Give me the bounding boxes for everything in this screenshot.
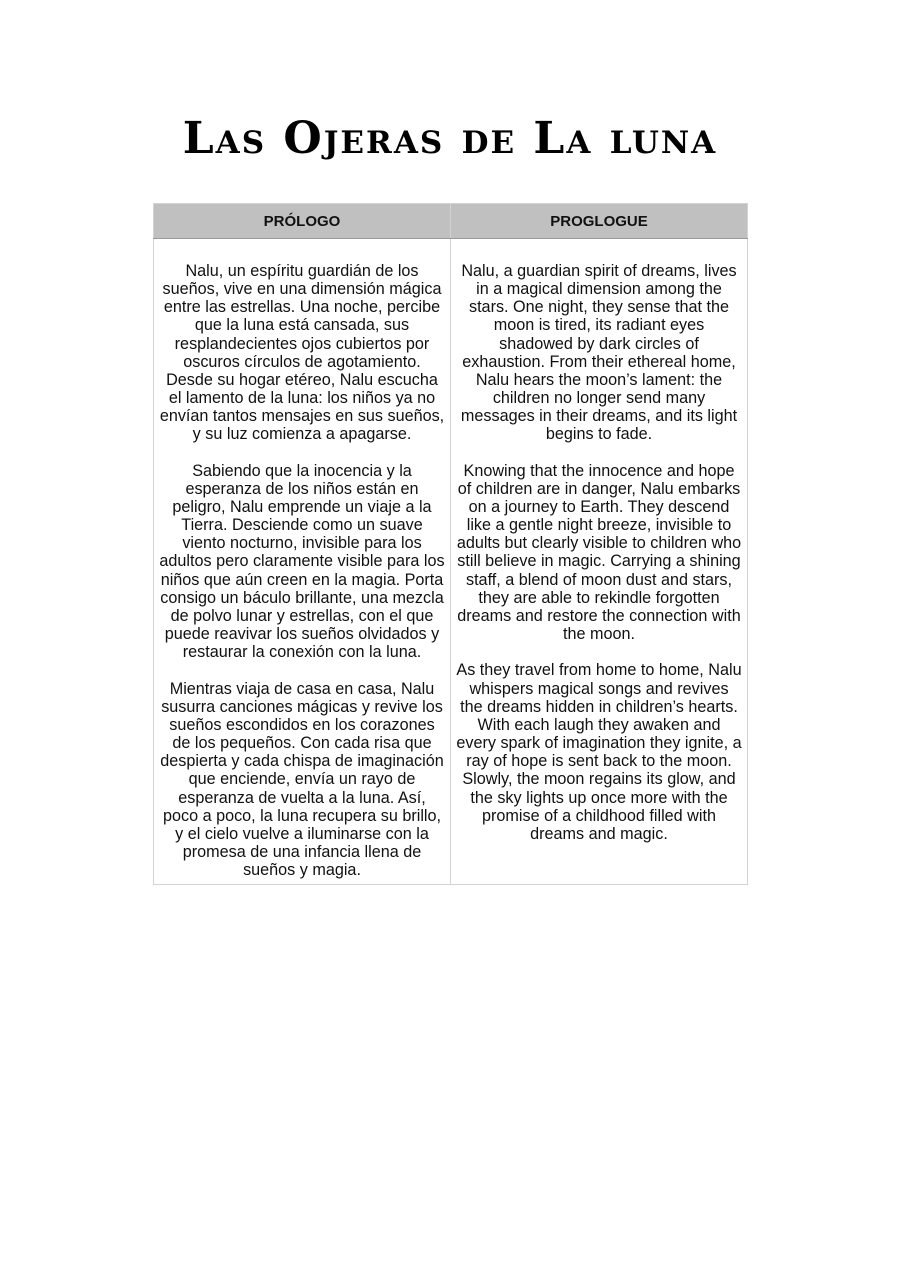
page-title: Las Ojeras de La luna bbox=[182, 113, 718, 165]
table-row bbox=[154, 239, 748, 885]
spanish-column bbox=[154, 239, 451, 885]
table-header-row bbox=[154, 204, 748, 239]
english-column bbox=[451, 239, 748, 885]
table-header bbox=[154, 204, 748, 239]
spanish-paragraph-3: Mientras viaja de casa en casa, Nalu susurra canciones mágicas y revive los sueños escondidos en los corazones de los pequeños. Con cada risa que despierta y cada chispa de imaginación que enciende, envía un rayo de esperanza de vuelta a la luna. Así, poco a poco, la luna recupera su brillo, y el cielo vuelve a iluminarse con la promesa de una infancia llena de sueños y magia. bbox=[160, 679, 444, 880]
header-english: PROGLOGUE bbox=[451, 204, 748, 239]
english-paragraph-2: Knowing that the innocence and hope of children are in danger, Nalu embarks on a journey to Earth. They descend like a gentle night breeze, invisible to adults but clearly visible to children who still believe in magic. Carrying a shining staff, a blend of moon dust and stars, they are able to rekindle forgotten dreams and restore the connection with the moon. bbox=[456, 461, 742, 644]
bilingual-table bbox=[153, 203, 748, 885]
english-paragraph-1: Nalu, a guardian spirit of dreams, lives in a magical dimension among the stars. One night, they sense that the moon is tired, its radiant eyes shadowed by dark circles of exhaustion. From their ethereal home, Nalu hears the moon’s lament: the children no longer send many messages in their dreams, and its light begins to fade. bbox=[460, 262, 738, 444]
spanish-paragraph-2: Sabiendo que la inocencia y la esperanza de los niños están en peligro, Nalu emprende un viaje a la Tierra. Desciende como un suave viento nocturno, invisible para los adultos pero claramente visible para los niños que aún creen en la magia. Porta consigo un báculo brillante, una mezcla de polvo lunar y estrellas, con el que puede reavivar los sueños olvidados y restaurar la conexión con la luna. bbox=[159, 461, 445, 662]
english-paragraph-3: As they travel from home to home, Nalu whispers magical songs and revives the dreams hidden in children’s hearts. With each laugh they awaken and every spark of imagination they ignite, a ray of hope is sent back to the moon. Slowly, the moon regains its glow, and the sky lights up once more with the promise of a childhood filled with dreams and magic. bbox=[456, 661, 742, 843]
spanish-paragraph-1: Nalu, un espíritu guardián de los sueños, vive en una dimensión mágica entre las estrellas. Una noche, percibe que la luna está cansada, sus resplandecientes ojos cubiertos por oscuros círculos de agotamiento. Desde su hogar etéreo, Nalu escucha el lamento de la luna: los niños ya no envían tantos mensajes en sus sueños, y su luz comienza a apagarse. bbox=[159, 262, 445, 444]
table-body bbox=[154, 239, 748, 885]
header-spanish: PRÓLOGO bbox=[154, 204, 451, 239]
